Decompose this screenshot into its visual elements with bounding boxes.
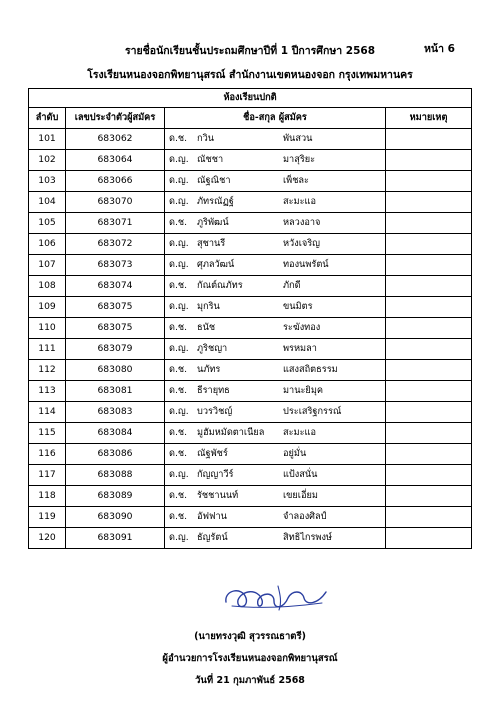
last-name: เขยเอี่ยม xyxy=(283,490,318,501)
row-number: 105 xyxy=(29,213,66,234)
table-row xyxy=(29,423,472,444)
applicant-id: 683079 xyxy=(66,339,165,360)
last-name: ระฆังทอง xyxy=(283,322,321,333)
table-row xyxy=(29,234,472,255)
name-prefix: ด.ญ. xyxy=(169,532,189,543)
name-prefix: ด.ช. xyxy=(169,427,188,438)
remark-cell xyxy=(386,276,472,297)
remark-cell xyxy=(386,339,472,360)
applicant-id: 683084 xyxy=(66,423,165,444)
name-prefix: ด.ญ. xyxy=(169,343,189,354)
remark-cell xyxy=(386,297,472,318)
document-date: วันที่ 21 กุมภาพันธ์ 2568 xyxy=(195,675,305,686)
student-name xyxy=(165,423,386,444)
last-name: อยู่มั่น xyxy=(283,448,307,459)
name-prefix: ด.ญ. xyxy=(169,238,189,249)
applicant-id: 683075 xyxy=(66,297,165,318)
signature xyxy=(222,576,332,616)
row-number: 115 xyxy=(29,423,66,444)
table-row xyxy=(29,276,472,297)
document-title: รายชื่อนักเรียนชั้นประถมศึกษาปีที่ 1 ปีการศึกษา 2568 xyxy=(124,45,376,57)
last-name: หวังเจริญ xyxy=(283,238,320,249)
table-row xyxy=(29,339,472,360)
remark-cell xyxy=(386,402,472,423)
name-prefix: ด.ช. xyxy=(169,448,188,459)
row-number: 116 xyxy=(29,444,66,465)
first-name: ธีรายุทธ xyxy=(197,385,230,396)
student-name xyxy=(165,129,386,150)
remark-cell xyxy=(386,423,472,444)
name-prefix: ด.ช. xyxy=(169,385,188,396)
last-name: พันสวน xyxy=(283,133,313,144)
row-number: 114 xyxy=(29,402,66,423)
remark-cell xyxy=(386,171,472,192)
student-name xyxy=(165,234,386,255)
first-name: ณัฐณิชา xyxy=(197,175,231,186)
table-row xyxy=(29,360,472,381)
table-row xyxy=(29,129,472,150)
first-name: บวรวิชญ์ xyxy=(197,406,233,417)
last-name: พรหมลา xyxy=(283,343,317,354)
row-number: 111 xyxy=(29,339,66,360)
last-name: แสงสถิตธรรม xyxy=(283,364,338,375)
first-name: มูฮัมหมัดตาเนียล xyxy=(197,427,265,438)
applicant-id: 683081 xyxy=(66,381,165,402)
table-row xyxy=(29,402,472,423)
student-name xyxy=(165,276,386,297)
first-name: กัญญาวีร์ xyxy=(197,469,234,480)
row-number: 107 xyxy=(29,255,66,276)
remark-cell xyxy=(386,234,472,255)
school-line: โรงเรียนหนองจอกพิทยานุสรณ์ สำนักงานเขตหนองจอก กรุงเทพมหานคร xyxy=(87,69,413,81)
last-name: สะมะแอ xyxy=(283,427,316,438)
student-name xyxy=(165,381,386,402)
applicant-id: 683064 xyxy=(66,150,165,171)
table-row xyxy=(29,381,472,402)
row-number: 108 xyxy=(29,276,66,297)
student-name xyxy=(165,318,386,339)
signer-position: ผู้อำนวยการโรงเรียนหนองจอกพิทยานุสรณ์ xyxy=(162,653,338,664)
last-name: แป้งสนั่น xyxy=(283,469,318,480)
name-prefix: ด.ญ. xyxy=(169,406,189,417)
name-prefix: ด.ญ. xyxy=(169,196,189,207)
name-prefix: ด.ญ. xyxy=(169,154,189,165)
student-name xyxy=(165,507,386,528)
remark-cell xyxy=(386,129,472,150)
student-name xyxy=(165,486,386,507)
name-prefix: ด.ช. xyxy=(169,490,188,501)
header-no: ลำดับ xyxy=(29,108,66,129)
header-name: ชื่อ-สกุล ผู้สมัคร xyxy=(165,108,386,129)
applicant-id: 683072 xyxy=(66,234,165,255)
last-name: มานะยิมุค xyxy=(283,385,324,396)
table-row xyxy=(29,150,472,171)
row-number: 120 xyxy=(29,528,66,549)
first-name: ณัชชา xyxy=(197,154,224,165)
remark-cell xyxy=(386,150,472,171)
last-name: ประเสริฐกรรณ์ xyxy=(283,406,342,417)
student-name xyxy=(165,444,386,465)
header-remark: หมายเหตุ xyxy=(386,108,472,129)
remark-cell xyxy=(386,381,472,402)
student-name xyxy=(165,150,386,171)
remark-cell xyxy=(386,213,472,234)
first-name: อัฟฟาน xyxy=(197,511,227,522)
row-number: 110 xyxy=(29,318,66,339)
remark-cell xyxy=(386,465,472,486)
row-number: 109 xyxy=(29,297,66,318)
table-caption: ห้องเรียนปกติ xyxy=(29,89,472,108)
table-row xyxy=(29,318,472,339)
table-row xyxy=(29,444,472,465)
first-name: ณัฐพัชร์ xyxy=(197,448,228,459)
applicant-id: 683083 xyxy=(66,402,165,423)
student-table xyxy=(28,88,472,549)
name-prefix: ด.ช. xyxy=(169,511,188,522)
applicant-id: 683070 xyxy=(66,192,165,213)
remark-cell xyxy=(386,486,472,507)
first-name: นภัทร xyxy=(197,364,221,375)
student-name xyxy=(165,465,386,486)
first-name: ภูริชญา xyxy=(197,343,228,354)
row-number: 112 xyxy=(29,360,66,381)
applicant-id: 683091 xyxy=(66,528,165,549)
student-name xyxy=(165,255,386,276)
row-number: 119 xyxy=(29,507,66,528)
first-name: ธัญรัตน์ xyxy=(197,532,228,543)
student-name xyxy=(165,171,386,192)
signer-name: (นายทรงวุฒิ สุวรรณธาตรี) xyxy=(194,631,306,642)
table-row xyxy=(29,171,472,192)
student-name xyxy=(165,360,386,381)
last-name: หลวงอาจ xyxy=(283,217,321,228)
last-name: ขนมิตร xyxy=(283,301,313,312)
applicant-id: 683089 xyxy=(66,486,165,507)
student-name xyxy=(165,192,386,213)
name-prefix: ด.ช. xyxy=(169,217,188,228)
last-name: สะมะแอ xyxy=(283,196,316,207)
remark-cell xyxy=(386,528,472,549)
row-number: 117 xyxy=(29,465,66,486)
applicant-id: 683062 xyxy=(66,129,165,150)
first-name: มุกริน xyxy=(197,301,220,312)
last-name: ทองนพรัตน์ xyxy=(283,259,329,270)
table-row xyxy=(29,507,472,528)
page-number: หน้า 6 xyxy=(424,43,455,55)
last-name: ภักดี xyxy=(283,280,301,291)
first-name: ภูริพัฒน์ xyxy=(197,217,229,228)
applicant-id: 683088 xyxy=(66,465,165,486)
name-prefix: ด.ญ. xyxy=(169,259,189,270)
row-number: 102 xyxy=(29,150,66,171)
student-name xyxy=(165,297,386,318)
row-number: 118 xyxy=(29,486,66,507)
name-prefix: ด.ญ. xyxy=(169,301,189,312)
name-prefix: ด.ญ. xyxy=(169,469,189,480)
table-row xyxy=(29,465,472,486)
student-name xyxy=(165,528,386,549)
row-number: 103 xyxy=(29,171,66,192)
remark-cell xyxy=(386,360,472,381)
first-name: สุชานรี xyxy=(197,238,226,249)
applicant-id: 683080 xyxy=(66,360,165,381)
table-row xyxy=(29,255,472,276)
student-name xyxy=(165,213,386,234)
header-applicant-id: เลขประจำตัวผู้สมัคร xyxy=(66,108,165,129)
applicant-id: 683066 xyxy=(66,171,165,192)
applicant-id: 683086 xyxy=(66,444,165,465)
first-name: ภัทรณัฏฐ์ xyxy=(197,196,234,207)
applicant-id: 683090 xyxy=(66,507,165,528)
first-name: ศุภลวัฒน์ xyxy=(197,259,235,270)
row-number: 106 xyxy=(29,234,66,255)
table-row xyxy=(29,528,472,549)
student-name xyxy=(165,339,386,360)
remark-cell xyxy=(386,444,472,465)
applicant-id: 683073 xyxy=(66,255,165,276)
table-row xyxy=(29,213,472,234)
table-row xyxy=(29,297,472,318)
applicant-id: 683074 xyxy=(66,276,165,297)
remark-cell xyxy=(386,318,472,339)
applicant-id: 683071 xyxy=(66,213,165,234)
remark-cell xyxy=(386,255,472,276)
last-name: สิทธิไกรพงษ์ xyxy=(283,532,332,543)
row-number: 104 xyxy=(29,192,66,213)
remark-cell xyxy=(386,507,472,528)
remark-cell xyxy=(386,192,472,213)
row-number: 113 xyxy=(29,381,66,402)
name-prefix: ด.ช. xyxy=(169,364,188,375)
first-name: กัณต์ณภัทร xyxy=(197,280,243,291)
name-prefix: ด.ช. xyxy=(169,133,188,144)
first-name: รัชชานนท์ xyxy=(197,490,239,501)
row-number: 101 xyxy=(29,129,66,150)
name-prefix: ด.ญ. xyxy=(169,175,189,186)
applicant-id: 683075 xyxy=(66,318,165,339)
last-name: เพ็ชละ xyxy=(283,175,309,186)
table-row xyxy=(29,486,472,507)
table-body xyxy=(29,129,472,549)
last-name: จำลองศิลป์ xyxy=(283,511,327,522)
first-name: กวิน xyxy=(197,133,215,144)
last-name: มาสุริยะ xyxy=(283,154,316,165)
student-name xyxy=(165,402,386,423)
first-name: ธนัช xyxy=(197,322,216,333)
table-row xyxy=(29,192,472,213)
name-prefix: ด.ช. xyxy=(169,280,188,291)
name-prefix: ด.ช. xyxy=(169,322,188,333)
